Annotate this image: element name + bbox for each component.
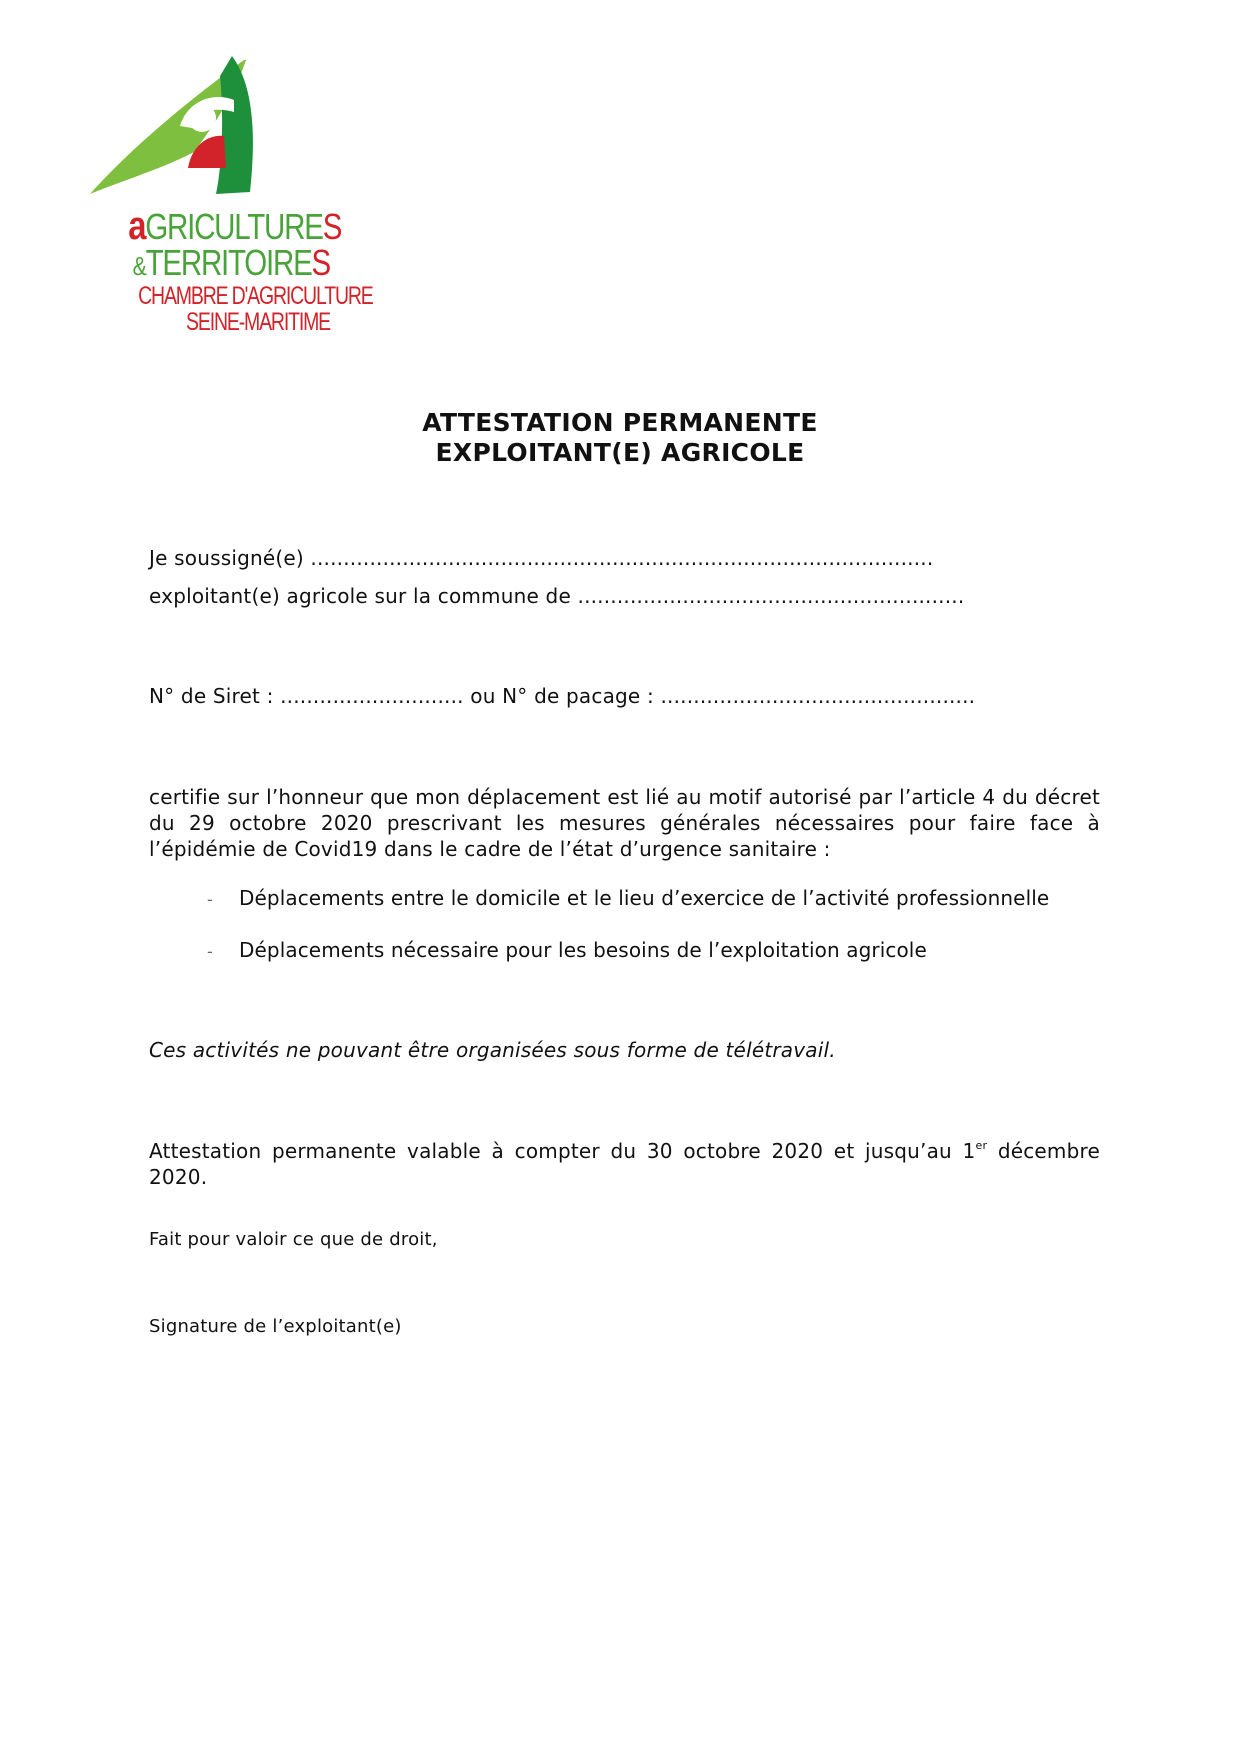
logo-line-territoires: &TERRITOIRES xyxy=(132,242,330,283)
title-line-2: EXPLOITANT(E) AGRICOLE xyxy=(435,438,805,467)
bullet-dash: - xyxy=(207,890,213,909)
title-line-1: ATTESTATION PERMANENTE xyxy=(422,408,818,437)
document-title xyxy=(0,408,1240,468)
logo-line-agricultures: aGRICULTURES xyxy=(128,204,342,248)
fait-pour-valoir: Fait pour valoir ce que de droit, xyxy=(149,1229,438,1250)
commune-field: exploitant(e) agricole sur la commune de ........................................................... xyxy=(149,584,965,608)
validity-paragraph: Attestation permanente valable à compter du 30 octobre 2020 et jusqu’au 1er décembre 2020. xyxy=(149,1139,1100,1189)
list-item xyxy=(207,938,927,962)
telework-note: Ces activités ne pouvant être organisées sous forme de télétravail. xyxy=(149,1038,836,1062)
list-item xyxy=(207,886,1049,910)
soussigne-field: Je soussigné(e) ............................................................................................... xyxy=(149,546,934,570)
chamber-logo xyxy=(84,56,373,336)
bullet-text: Déplacements nécessaire pour les besoins de l’exploitation agricole xyxy=(239,938,927,962)
bullet-text: Déplacements entre le domicile et le lieu d’exercice de l’activité professionnelle xyxy=(239,886,1050,910)
logo-line-chambre: CHAMBRE D'AGRICULTURE xyxy=(138,282,373,310)
siret-pacage-field: N° de Siret : ............................ ou N° de pacage : ................................................ xyxy=(149,684,976,708)
bullet-dash: - xyxy=(207,942,213,961)
signature-label: Signature de l’exploitant(e) xyxy=(149,1316,402,1337)
logo-line-seine-maritime: SEINE-MARITIME xyxy=(186,308,330,336)
logo-a-mark-icon xyxy=(84,56,254,196)
certify-paragraph: certifie sur l’honneur que mon déplacement est lié au motif autorisé par l’article 4 du décret du 29 octobre 2020 prescrivant les mesures générales nécessaires pour faire face à l’épidémie de Covid19 dans le cadre de l’état d’urgence sanitaire : xyxy=(149,785,1100,861)
